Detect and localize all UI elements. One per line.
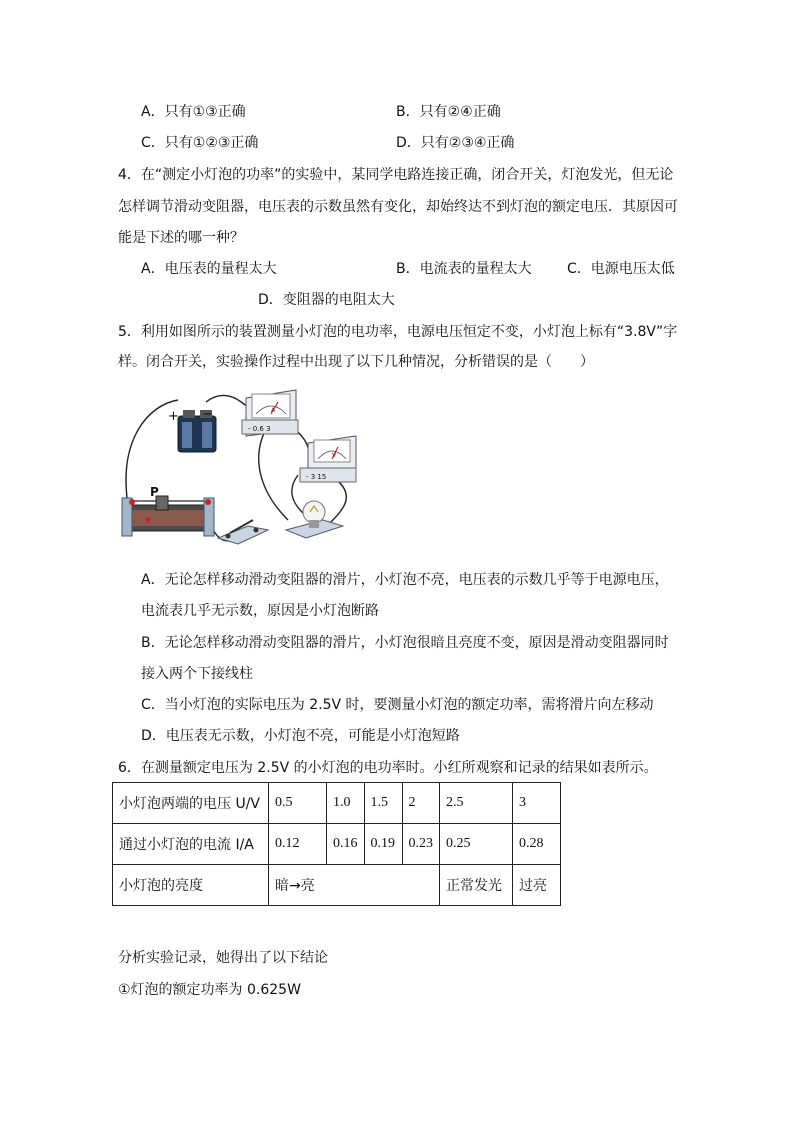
q5-option-b-line1: B．无论怎样移动滑动变阻器的滑片，小灯泡很暗且亮度不变，原因是滑动变阻器同时 (141, 635, 669, 651)
battery-minus: − (202, 407, 213, 422)
q4-stem-line2: 怎样调节滑动变阻器，电压表的示数虽然有变化，却始终达不到灯泡的额定电压．其原因可 (118, 199, 678, 215)
table-cell: 0.16 (327, 824, 365, 865)
ammeter-unit: A (271, 407, 276, 414)
ammeter-scale: - 0.6 3 (248, 425, 271, 433)
q5-option-b-line2: 接入两个下接线柱 (141, 666, 253, 682)
q5-option-a-line1: A．无论怎样移动滑动变阻器的滑片，小灯泡不亮，电压表的示数几乎等于电源电压， (141, 572, 669, 588)
table-cell: 2.5 (440, 783, 513, 824)
table-header-voltage: 小灯泡两端的电压 U/V (113, 783, 269, 824)
voltmeter-scale: - 3 15 (306, 473, 327, 481)
battery-plus: + (168, 409, 179, 424)
slider-label: P (150, 485, 159, 499)
q5-stem-line1: 5．利用如图所示的装置测量小灯泡的电功率，电源电压恒定不变，小灯泡上标有“3.8V”字 (118, 324, 678, 340)
table-cell: 0.19 (364, 824, 402, 865)
table-cell: 0.5 (269, 783, 327, 824)
q6-conclusion-1: ①灯泡的额定功率为 0.625W (118, 982, 301, 998)
table-cell: 0.25 (440, 824, 513, 865)
table-row-current (113, 824, 561, 865)
voltmeter-unit: V (332, 452, 337, 459)
table-row-voltage (113, 783, 561, 824)
q5-option-c: C．当小灯泡的实际电压为 2.5V 时，要测量小灯泡的额定功率，需将滑片向左移动 (141, 697, 654, 713)
q5-stem-line2: 样。闭合开关，实验操作过程中出现了以下几种情况，分析错误的是（ ） (118, 354, 594, 370)
q3-option-b: B．只有②④正确 (396, 104, 501, 120)
table-row-brightness (113, 865, 561, 906)
table-cell: 1.0 (327, 783, 365, 824)
table-cell: 暗→亮 (269, 865, 440, 906)
measurement-table (112, 782, 561, 906)
q5-option-d: D．电压表无示数，小灯泡不亮，可能是小灯泡短路 (141, 728, 460, 744)
q4-option-d: D．变阻器的电阻太大 (258, 292, 395, 308)
rheostat-icon (122, 496, 214, 536)
table-header-brightness: 小灯泡的亮度 (113, 865, 269, 906)
table-cell: 2 (402, 783, 440, 824)
table-cell: 正常发光 (440, 865, 513, 906)
q6-stem: 6．在测量额定电压为 2.5V 的小灯泡的电功率时。小红所观察和记录的结果如表所示。 (118, 760, 658, 776)
q5-option-a-line2: 电流表几乎无示数，原因是小灯泡断路 (141, 603, 379, 619)
bulb-icon (286, 501, 343, 538)
table-cell: 过亮 (513, 865, 561, 906)
q6-analysis: 分析实验记录，她得出了以下结论 (118, 950, 328, 966)
table-cell: 0.12 (269, 824, 327, 865)
table-header-current: 通过小灯泡的电流 I/A (113, 824, 269, 865)
q3-option-c: C．只有①②③正确 (141, 135, 259, 151)
table-cell: 0.23 (402, 824, 440, 865)
circuit-diagram (118, 380, 368, 550)
q4-stem-line1: 4．在“测定小灯泡的功率”的实验中，某同学电路连接正确，闭合开关，灯泡发光，但无论 (118, 167, 674, 183)
table-cell: 0.28 (513, 824, 561, 865)
q3-option-d: D．只有②③④正确 (396, 135, 515, 151)
q4-option-b: B．电流表的量程太大 (396, 261, 532, 277)
q4-stem-line3: 能是下述的哪一种？ (118, 230, 244, 246)
q4-option-a: A．电压表的量程太大 (141, 261, 277, 277)
q3-option-a: A．只有①③正确 (141, 104, 246, 120)
table-cell: 1.5 (364, 783, 402, 824)
q4-option-c: C．电源电压太低 (567, 261, 675, 277)
switch-icon (218, 520, 268, 544)
table-cell: 3 (513, 783, 561, 824)
